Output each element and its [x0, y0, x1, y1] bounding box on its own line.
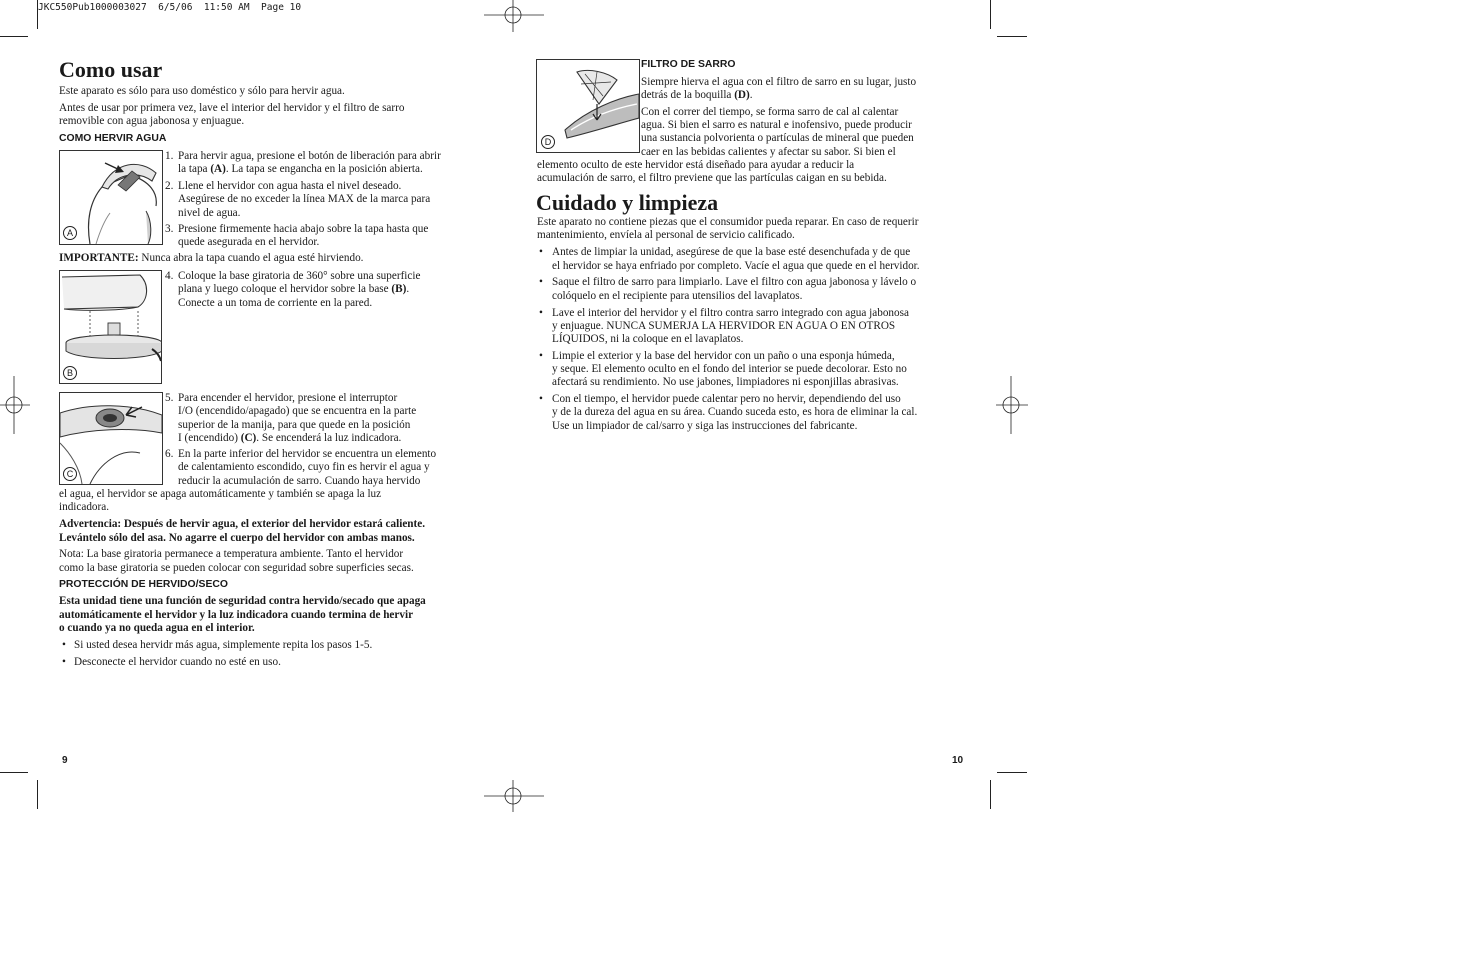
registration-mark-icon — [484, 780, 544, 812]
bullet-item: y de la dureza del agua en su área. Cuando suceda esto, es hora de eliminar la cal. — [552, 406, 918, 418]
protection-text: Esta unidad tiene una función de seguridad contra hervido/secado que apaga — [59, 595, 426, 607]
crop-mark — [0, 772, 28, 773]
crop-mark — [0, 36, 28, 37]
filter-text: Con el correr del tiempo, se forma sarro de cal al calentar — [641, 106, 899, 118]
figure-b — [59, 270, 162, 384]
figure-d — [536, 59, 640, 153]
important-note: IMPORTANTE: Nunca abra la tapa cuando el agua esté hirviendo. — [59, 252, 364, 264]
bullet-marker: • — [539, 276, 543, 288]
page-number: 9 — [62, 755, 68, 766]
bullet-item: Si usted desea hervidr más agua, simplemente repita los pasos 1-5. — [74, 639, 373, 651]
section-heading: COMO HERVIR AGUA — [59, 133, 167, 144]
protection-text: o cuando ya no queda agua en el interior. — [59, 622, 255, 634]
kettle-base-icon — [60, 271, 161, 383]
filter-text: Siempre hierva el agua con el filtro de sarro en su lugar, justo — [641, 76, 917, 88]
crop-mark — [37, 780, 38, 809]
note-text: como la base giratoria se pueden colocar con seguridad sobre superficies secas. — [59, 562, 414, 574]
bullet-item: afectará su rendimiento. No use jabones, limpiadores ni esponjillas abrasivas. — [552, 376, 899, 388]
step-6-cont: el agua, el hervidor se apaga automáticamente y también se apaga la luz — [59, 488, 382, 500]
bullet-item: Limpie el exterior y la base del hervidor con un paño o una esponja húmeda, — [552, 350, 895, 362]
bullet-item: Con el tiempo, el hervidor puede calentar pero no hervir, dependiendo del uso — [552, 393, 901, 405]
crop-mark — [990, 0, 991, 29]
bullet-item: y enjuague. NUNCA SUMERJA LA HERVIDOR EN AGUA O EN OTROS — [552, 320, 896, 332]
step-4: 4. Coloque la base giratoria de 360° sobre una superficie plana y luego coloque el hervidor sobre la base (B). Conecte a un toma de corriente en la pared. — [165, 270, 421, 309]
intro-text: removible con agua jabonosa y enjuague. — [59, 115, 245, 127]
filter-text: acumulación de sarro, el filtro previene que las partículas caigan en su bebida. — [537, 172, 887, 184]
filter-text: una sustancia polvorienta o partículas de mineral que pueden — [641, 132, 914, 144]
bullet-marker: • — [539, 307, 543, 319]
figure-label: A — [63, 226, 77, 240]
page-title: Como usar — [59, 57, 163, 82]
step-3: 3. Presione firmemente hacia abajo sobre la tapa hasta que quede asegurada en el hervidor. — [165, 223, 429, 249]
protection-text: automáticamente el hervidor y la luz indicadora cuando termina de hervir — [59, 609, 414, 621]
registration-mark-icon — [996, 376, 1028, 434]
bullet-marker: • — [539, 393, 543, 405]
bullet-item: colóquelo en el recipiente para utensilios del lavaplatos. — [552, 290, 803, 302]
section-heading: PROTECCIÓN DE HERVIDO/SECO — [59, 579, 228, 590]
bullet-item: LÍQUIDOS, ni la coloque en el lavaplatos. — [552, 333, 744, 345]
filter-text: detrás de la boquilla (D). — [641, 89, 753, 101]
bullet-item: Lave el interior del hervidor y el filtro contra sarro integrado con agua jabonosa — [552, 307, 909, 319]
bullet-item: Use un limpiador de cal/sarro y siga las instrucciones del fabricante. — [552, 420, 858, 432]
bullet-marker: • — [539, 246, 543, 258]
note-text: Nota: La base giratoria permanece a temperatura ambiente. Tanto el hervidor — [59, 548, 404, 560]
bullet-item: Desconecte el hervidor cuando no esté en uso. — [74, 656, 281, 668]
page-number: 10 — [952, 755, 964, 766]
bullet-item: Antes de limpiar la unidad, asegúrese de que la base esté desenchufada y de que — [552, 246, 911, 258]
step-1: 1. Para hervir agua, presione el botón de liberación para abrir la tapa (A). La tapa se engancha en la posición abierta. — [165, 150, 441, 176]
step-2: 2. Llene el hervidor con agua hasta el nivel deseado. Asegúrese de no exceder la línea MAX de la marca para nivel de agua. — [165, 180, 431, 219]
step-6-cont: indicadora. — [59, 501, 110, 513]
bullet-item: el hervidor se haya enfriado por completo. Vacíe el agua que quede en el hervidor. — [552, 260, 920, 272]
registration-mark-icon — [484, 0, 544, 32]
step-5: 5. Para encender el hervidor, presione el interruptor I/O (encendido/apagado) que se encuentra en la parte superior de la manija, para que quede en la posición I (encendido) (C). Se encenderá la luz indicadora. — [165, 392, 417, 445]
crop-mark — [990, 780, 991, 809]
filter-text: caer en las bebidas calientes y afectar su sabor. Si bien el — [641, 146, 896, 158]
print-slug: JKC550Pub1000003027 6/5/06 11:50 AM Page 10 — [38, 2, 302, 13]
filter-text: agua. Si bien el sarro es natural e inofensivo, puede producir — [641, 119, 912, 131]
step-6: 6. En la parte inferior del hervidor se encuentra un elemento de calentamiento escondido, cuyo fin es hervir el agua y reducir la acumulación de sarro. Cuando haya hervido — [165, 448, 437, 487]
section-heading: FILTRO DE SARRO — [641, 59, 736, 70]
figure-a — [59, 150, 163, 245]
figure-label: B — [63, 366, 77, 380]
crop-mark — [37, 0, 38, 29]
warning-text: Advertencia: Después de hervir agua, el exterior del hervidor estará caliente. — [59, 518, 426, 530]
bullet-item: y seque. El elemento oculto en el fondo del interior se puede decolorar. Esto no — [552, 363, 907, 375]
care-text: mantenimiento, envíela al personal de servicio calificado. — [537, 229, 795, 241]
intro-text: Antes de usar por primera vez, lave el interior del hervidor y el filtro de sarro — [59, 102, 405, 114]
care-text: Este aparato no contiene piezas que el consumidor pueda reparar. En caso de requerir — [537, 216, 919, 228]
crop-mark — [997, 772, 1027, 773]
bullet-marker: • — [62, 639, 66, 651]
section-title: Cuidado y limpieza — [536, 190, 719, 215]
intro-text: Este aparato es sólo para uso doméstico y sólo para hervir agua. — [59, 85, 345, 97]
filter-text: elemento oculto de este hervidor está diseñado para ayudar a reducir la — [537, 159, 855, 171]
bullet-marker: • — [539, 350, 543, 362]
registration-mark-icon — [0, 376, 30, 434]
bullet-marker: • — [62, 656, 66, 668]
figure-label: D — [541, 135, 555, 149]
warning-text: Levántelo sólo del asa. No agarre el cuerpo del hervidor con ambas manos. — [59, 532, 415, 544]
figure-label: C — [63, 467, 77, 481]
crop-mark — [997, 36, 1027, 37]
figure-c — [59, 392, 163, 485]
bullet-item: Saque el filtro de sarro para limpiarlo. Lave el filtro con agua jabonosa y lávelo o — [552, 276, 917, 288]
